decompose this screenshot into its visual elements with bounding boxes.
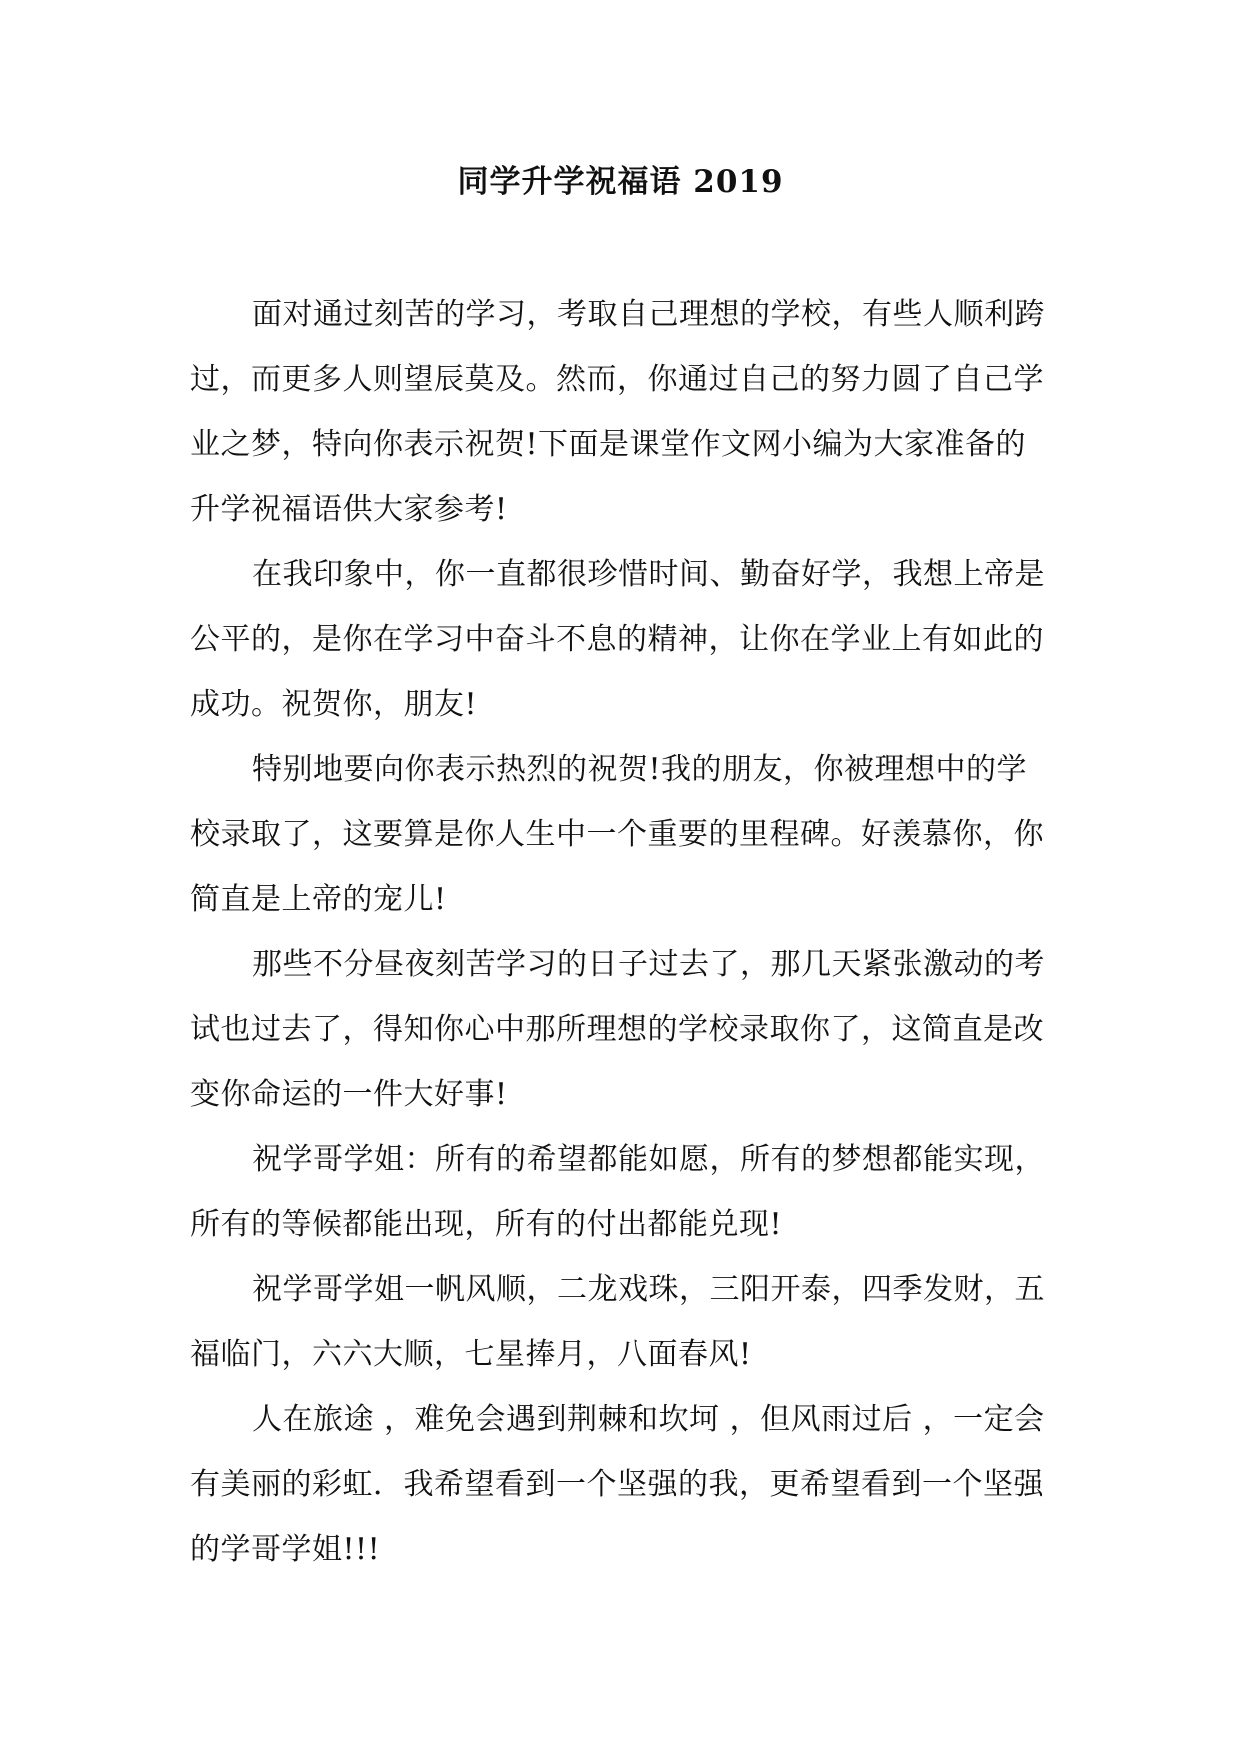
document-title: 同学升学祝福语 2019: [457, 164, 784, 200]
paragraph-6-line-1: 祝学哥学姐一帆风顺，二龙戏珠，三阳开泰，四季发财，五: [252, 1272, 1045, 1307]
paragraph-3-line-3: 简直是上帝的宠儿!: [190, 882, 447, 917]
paragraph-7-line-3: 的学哥学姐!!!: [190, 1532, 381, 1567]
paragraph-4-line-3: 变你命运的一件大好事!: [190, 1077, 508, 1112]
paragraph-3-line-2: 校录取了，这要算是你人生中一个重要的里程碑。好羡慕你，你: [190, 817, 1044, 852]
paragraph-4-line-1: 那些不分昼夜刻苦学习的日子过去了，那几天紧张激动的考: [252, 947, 1045, 982]
paragraph-2-line-1: 在我印象中，你一直都很珍惜时间、勤奋好学，我想上帝是: [252, 557, 1045, 592]
paragraph-6-line-2: 福临门，六六大顺，七星捧月，八面春风!: [190, 1337, 752, 1372]
paragraph-1-line-2: 过，而更多人则望辰莫及。然而，你通过自己的努力圆了自己学: [190, 362, 1044, 397]
document-body: [190, 282, 1050, 1582]
paragraph-1-line-4: 升学祝福语供大家参考!: [190, 492, 508, 527]
paragraph-2-line-2: 公平的，是你在学习中奋斗不息的精神，让你在学业上有如此的: [190, 622, 1044, 657]
paragraph-7-line-1: 人在旅途 ，难免会遇到荆棘和坎坷 ，但风雨过后 ，一定会: [252, 1402, 1045, 1437]
paragraph-2-line-3: 成功。祝贺你，朋友!: [190, 687, 478, 722]
paragraph-7-line-2: 有美丽的彩虹．我希望看到一个坚强的我，更希望看到一个坚强: [190, 1467, 1044, 1502]
paragraph-1-line-1: 面对通过刻苦的学习，考取自己理想的学校，有些人顺利跨: [252, 297, 1045, 332]
paragraph-3-line-1: 特别地要向你表示热烈的祝贺!我的朋友，你被理想中的学: [252, 752, 1028, 787]
paragraph-5-line-1: 祝学哥学姐：所有的希望都能如愿，所有的梦想都能实现，: [252, 1142, 1045, 1177]
paragraph-5-line-2: 所有的等候都能出现，所有的付出都能兑现!: [190, 1207, 783, 1242]
paragraph-1-line-3: 业之梦，特向你表示祝贺!下面是课堂作文网小编为大家准备的: [190, 427, 1027, 462]
paragraph-4-line-2: 试也过去了，得知你心中那所理想的学校录取你了，这简直是改: [190, 1012, 1044, 1047]
